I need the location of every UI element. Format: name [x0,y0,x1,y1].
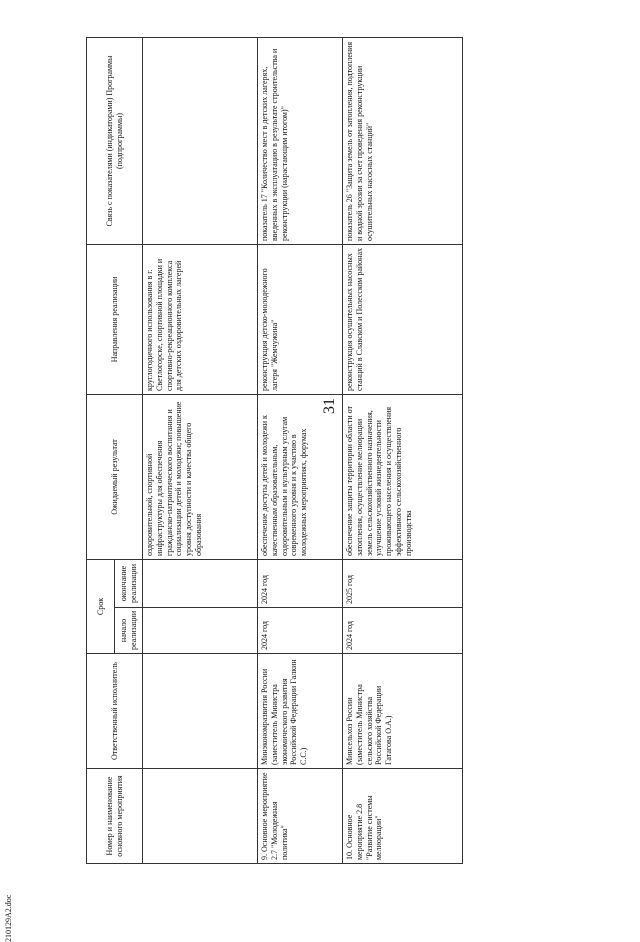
row-end [143,559,258,607]
row-link: показатель 26 "Защита земель от затопления, подтопления и водной эрозии за счет проведения реконструкции осушительных насосных станций" [343,37,463,244]
table-row [343,37,463,863]
row-executor: Минсельхоз России (заместитель Министра сельского хозяйства Российской Федерации Гатагова О.А.) [343,654,463,769]
row-result: обеспечение защиты территории области от затопления, осуществление мелиорации земель сельскохозяйственного назначения, улучшение условий жизнедеятельности проживающего населения и осуществления эффективного сельскохозяйственного производства [343,394,463,559]
row-directions: круглогодичного использования в г. Светлогорске, спортивной площадки и спортивно-рекреационного комплекса для детских оздоровительных лагерей [143,244,258,394]
row-end: 2024 год [258,559,343,607]
row-start: 2024 год [343,608,463,654]
row-name: 9. Основное мероприятие 2.7 "Молодежная политика" [258,769,343,864]
row-number: 10. [345,850,354,860]
table-row [143,37,258,863]
row-link [143,37,258,244]
row-number: 9. [260,854,269,860]
row-directions: реконструкция детско-молодежного лагеря "Жемчужина" [258,244,343,394]
rotated-table-wrapper [86,38,558,864]
row-result: обеспечение доступа детей и молодежи к качественным образовательным, оздоровительным и культурным услугам современного уровня и к участию в молодежных мероприятиях, форумах [258,394,343,559]
header-result: Ожидаемый результат [87,394,143,559]
header-start: начало реализации [115,608,143,654]
row-start [143,608,258,654]
header-term: Срок [87,559,115,653]
program-activities-table [86,37,463,864]
row-directions: реконструкция осушительных насосных станций в Славском и Полесском районах [343,244,463,394]
header-indicator-link: Связь с показателями (индикаторами) Программы (подпрограммы) [87,37,143,244]
header-end: окончание реализации [115,559,143,607]
row-link: показатель 17 "Количество мест в детских лагерях, введенных в эксплуатацию в результате строительства и реконструкции (нарастающим итогом)" [258,37,343,244]
row-executor [143,654,258,769]
row-executor: Минэкономразвития России (заместитель Министра экономического развития Российской Федерации Галкин С.С.) [258,654,343,769]
header-number-name: Номер и наименование основного мероприятия [87,769,143,864]
row-name: 10. Основное мероприятие 2.8 "Развитие системы мелиорации" [343,769,463,864]
header-executor: Ответственный исполнитель [87,654,143,769]
row-name [143,769,258,864]
row-start: 2024 год [258,608,343,654]
row-result: оздоровительной, спортивной инфраструктуры для обеспечения гражданско-патриотического воспитания и социализации детей и молодежи; повышение уровня доступности и качества общего образования [143,394,258,559]
page-number: 31 [321,398,338,414]
document-filename: 210129A2.doc [4,894,13,942]
header-directions: Направления реализации [87,244,143,394]
row-end: 2025 год [343,559,463,607]
table-row [258,37,343,863]
